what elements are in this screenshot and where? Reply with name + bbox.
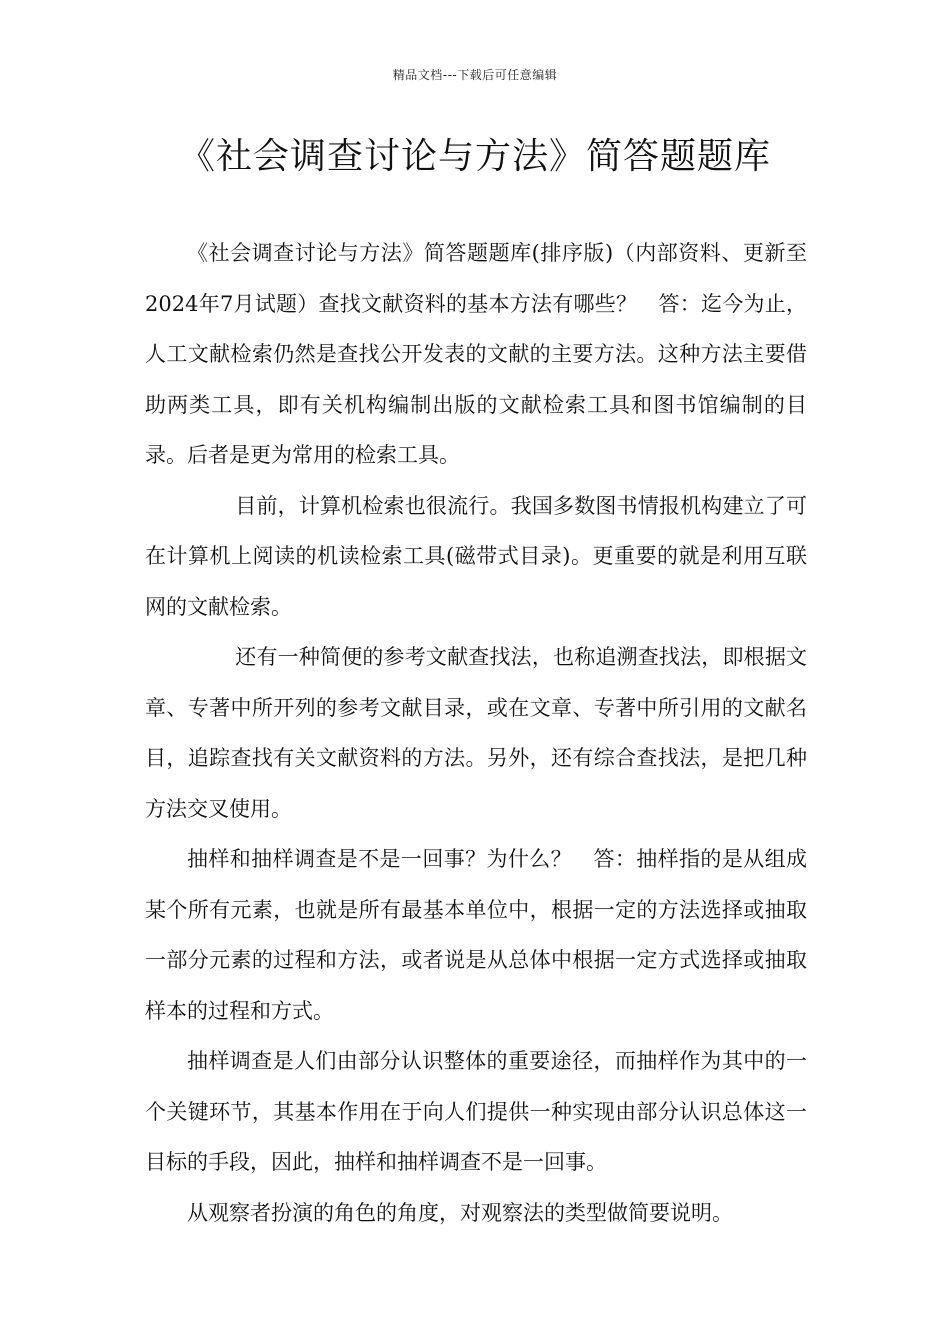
paragraph-sampling-survey: 抽样调查是人们由部分认识整体的重要途径，而抽样作为其中的一个关键环节，其基本作用在于向人们提供一种实现由部分认识总体这一目标的手段，因此，抽样和抽样调查不是一回事。 bbox=[145, 1049, 807, 1174]
document-title: 《社会调查讨论与方法》简答题题库 bbox=[178, 136, 771, 177]
header-note: 精品文档---下载后可任意编辑 bbox=[392, 68, 558, 82]
paragraph-reference-search: 还有一种简便的参考文献查找法，也称追溯查找法，即根据文章、专著中所开列的参考文献目录，或在文章、专著中所引用的文献名目，追踪查找有关文献资料的方法。另外，还有综合查找法，是把几种方法交叉使用。 bbox=[145, 645, 807, 821]
paragraph-observation-question: 从观察者扮演的角色的角度，对观察法的类型做简要说明。 bbox=[187, 1200, 733, 1225]
document-body bbox=[145, 228, 807, 1238]
paragraph-intro: 《社会调查讨论与方法》简答题题库(排序版)（内部资料、更新至2024年7月试题）查找文献资料的基本方法有哪些？ 答：迄今为止，人工文献检索仍然是查找公开发表的文献的主要方法。这种方法主要借助两类工具，即有关机构编制出版的文献检索工具和图书馆编制的目录。后者是更为常用的检索工具。 bbox=[145, 241, 807, 467]
paragraph-computer-search: 目前，计算机检索也很流行。我国多数图书情报机构建立了可在计算机上阅读的机读检索工具(磁带式目录)。更重要的就是利用互联网的文献检索。 bbox=[145, 493, 807, 619]
paragraph-sampling-question: 抽样和抽样调查是不是一回事？为什么？ 答：抽样指的是从组成某个所有元素，也就是所有最基本单位中，根据一定的方法选择或抽取一部分元素的过程和方法，或者说是从总体中根据一定方式选择或抽取样本的过程和方式。 bbox=[145, 847, 807, 1023]
